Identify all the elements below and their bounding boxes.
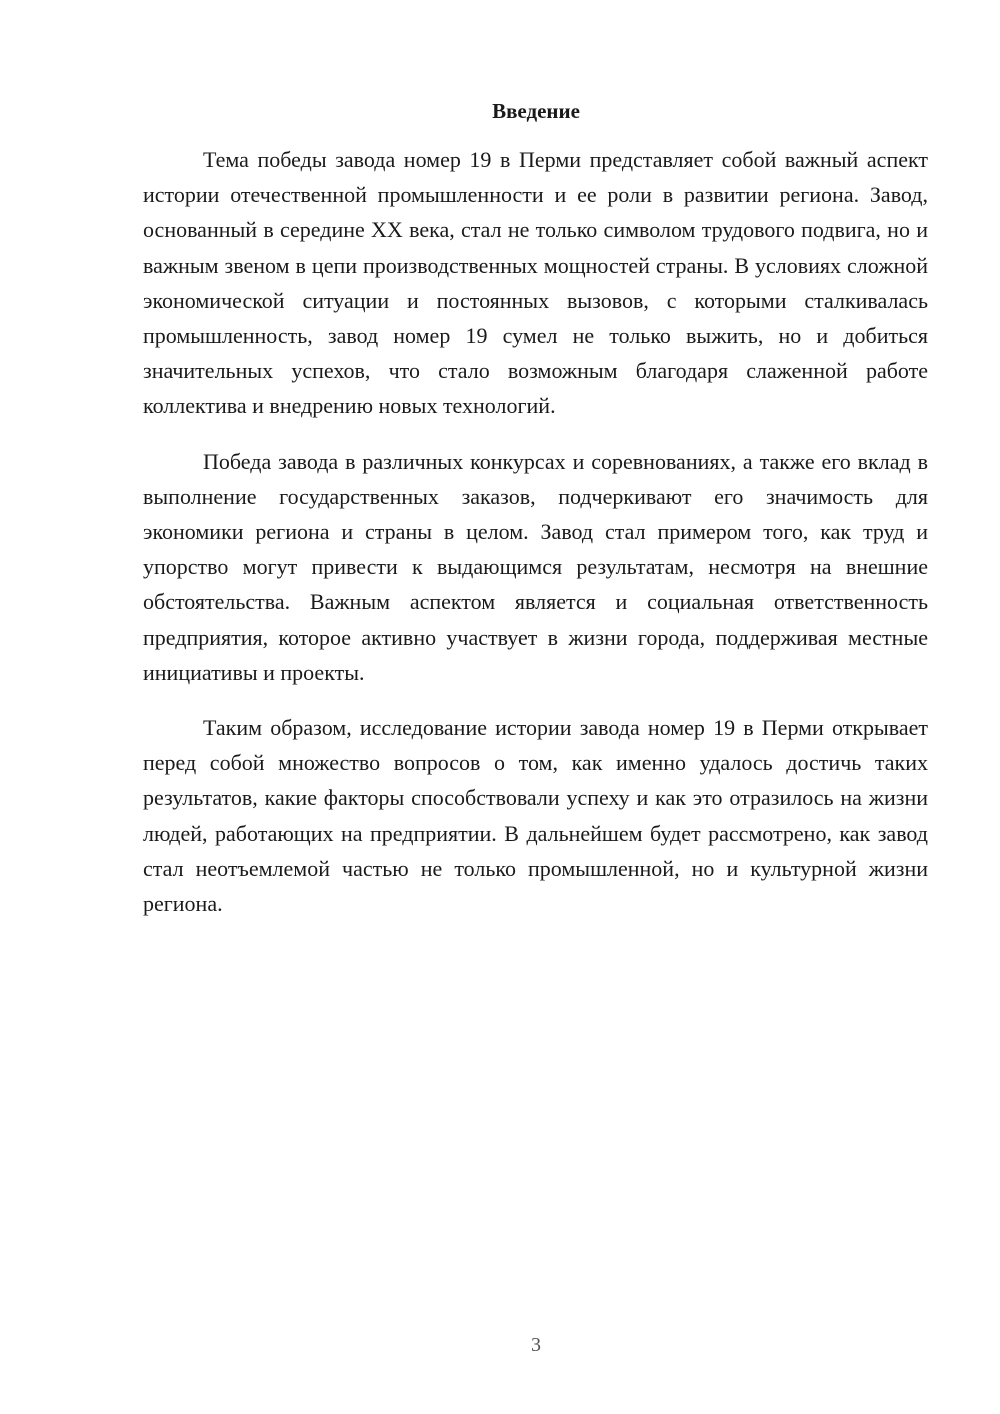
- paragraph-1: Тема победы завода номер 19 в Перми представляет собой важный аспект истории отечественной промышленности и ее роли в развитии региона. Завод, основанный в середине XX века, стал не только символом трудового подвига, но и важным звеном в цепи производственных мощностей страны. В условиях сложной экономической ситуации и постоянных вызовов, с которыми сталкивалась промышленность, завод номер 19 сумел не только выжить, но и добиться значительных успехов, что стало возможным благодаря слаженной работе коллектива и внедрению новых технологий.: [143, 147, 928, 419]
- body-text: [143, 142, 928, 941]
- section-title: Введение: [492, 99, 580, 123]
- paragraph-3: Таким образом, исследование истории завода номер 19 в Перми открывает перед собой множество вопросов о том, как именно удалось достичь таких результатов, какие факторы способствовали успеху и как это отразилось на жизни людей, работающих на предприятии. В дальнейшем будет рассмотрено, как завод стал неотъемлемой частью не только промышленной, но и культурной жизни региона.: [143, 715, 928, 917]
- paragraph-2: Победа завода в различных конкурсах и соревнованиях, а также его вклад в выполнение государственных заказов, подчеркивают его значимость для экономики региона и страны в целом. Завод стал примером того, как труд и упорство могут привести к выдающимся результатам, несмотря на внешние обстоятельства. Важным аспектом является и социальная ответственность предприятия, которое активно участвует в жизни города, поддерживая местные инициативы и проекты.: [143, 448, 928, 685]
- page-number: 3: [531, 1334, 541, 1356]
